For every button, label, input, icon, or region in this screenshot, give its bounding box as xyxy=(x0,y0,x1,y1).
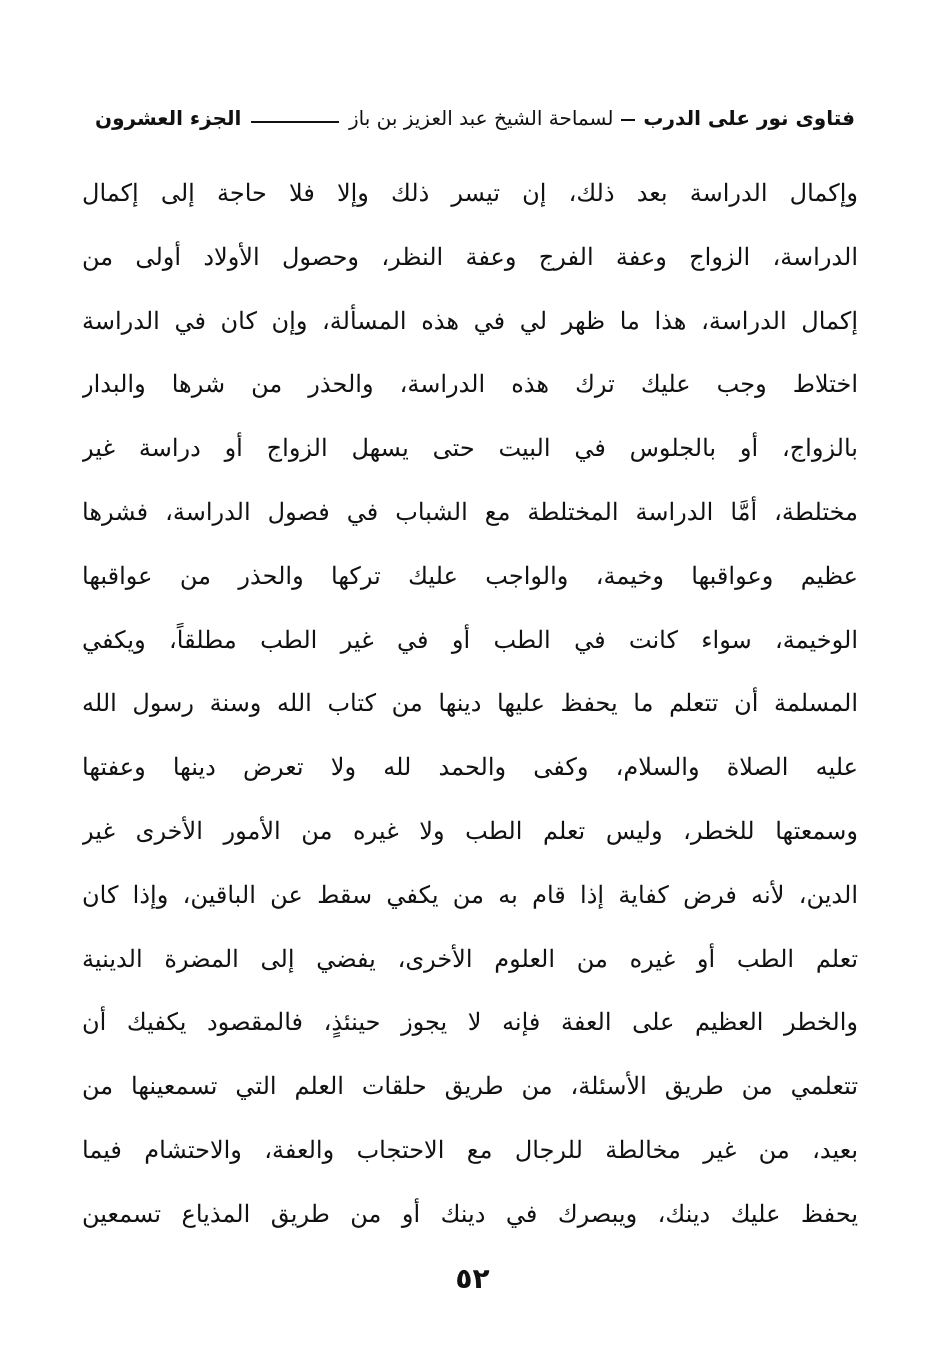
text-line: عليه الصلاة والسلام، وكفى والحمد لله ولا تعرض دينها وعفتها xyxy=(82,753,858,782)
text-line: مختلطة، أمَّا الدراسة المختلطة مع الشباب في فصول الدراسة، فشرها xyxy=(82,497,858,526)
text-line: الوخيمة، سواء كانت في الطب أو في غير الطب مطلقاً، ويكفي xyxy=(82,625,858,654)
text-line: الدين، لأنه فرض كفاية إذا قام به من يكفي سقط عن الباقين، وإذا كان xyxy=(82,880,858,909)
body-text xyxy=(82,162,858,1247)
text-line: المسلمة أن تتعلم ما يحفظ عليها دينها من كتاب الله وسنة رسول الله xyxy=(82,689,858,718)
author-line: لسماحة الشيخ عبد العزيز بن باز xyxy=(349,106,614,130)
text-line: وسمعتها للخطر، وليس تعلم الطب ولا غيره من الأمور الأخرى غير xyxy=(82,816,858,845)
text-line: والخطر العظيم على العفة فإنه لا يجوز حينئذٍ، فالمقصود يكفيك أن xyxy=(82,1008,858,1037)
header-dash xyxy=(621,119,635,121)
text-line: تتعلمي من طريق الأسئلة، من طريق حلقات العلم التي تسمعينها من xyxy=(82,1072,858,1101)
running-header xyxy=(95,98,855,138)
part-label: الجزء العشرون xyxy=(95,106,242,130)
text-line: وإكمال الدراسة بعد ذلك، إن تيسر ذلك وإلا فلا حاجة إلى إكمال xyxy=(82,179,858,207)
text-line: الدراسة، الزواج وعفة الفرج وعفة النظر، وحصول الأولاد أولى من xyxy=(82,242,858,271)
header-rule xyxy=(251,121,339,123)
text-line: يحفظ عليك دينك، ويبصرك في دينك أو من طريق المذياع تسمعين xyxy=(82,1199,858,1228)
text-line: عظيم وعواقبها وخيمة، والواجب عليك تركها والحذر من عواقبها xyxy=(82,561,858,590)
text-line: إكمال الدراسة، هذا ما ظهر لي في هذه المسألة، وإن كان في الدراسة xyxy=(82,306,858,335)
text-line: اختلاط وجب عليك ترك هذه الدراسة، والحذر من شرها والبدار xyxy=(82,370,858,399)
text-line: تعلم الطب أو غيره من العلوم الأخرى، يفضي إلى المضرة الدينية xyxy=(82,944,858,973)
text-line: بعيد، من غير مخالطة للرجال مع الاحتجاب والعفة، والاحتشام فيما xyxy=(82,1135,858,1164)
page-number: ٥٢ xyxy=(455,1262,490,1295)
text-line: بالزواج، أو بالجلوس في البيت حتى يسهل الزواج أو دراسة غير xyxy=(82,434,858,463)
book-title: فتاوى نور على الدرب xyxy=(643,106,855,130)
header-title-group xyxy=(349,106,855,130)
